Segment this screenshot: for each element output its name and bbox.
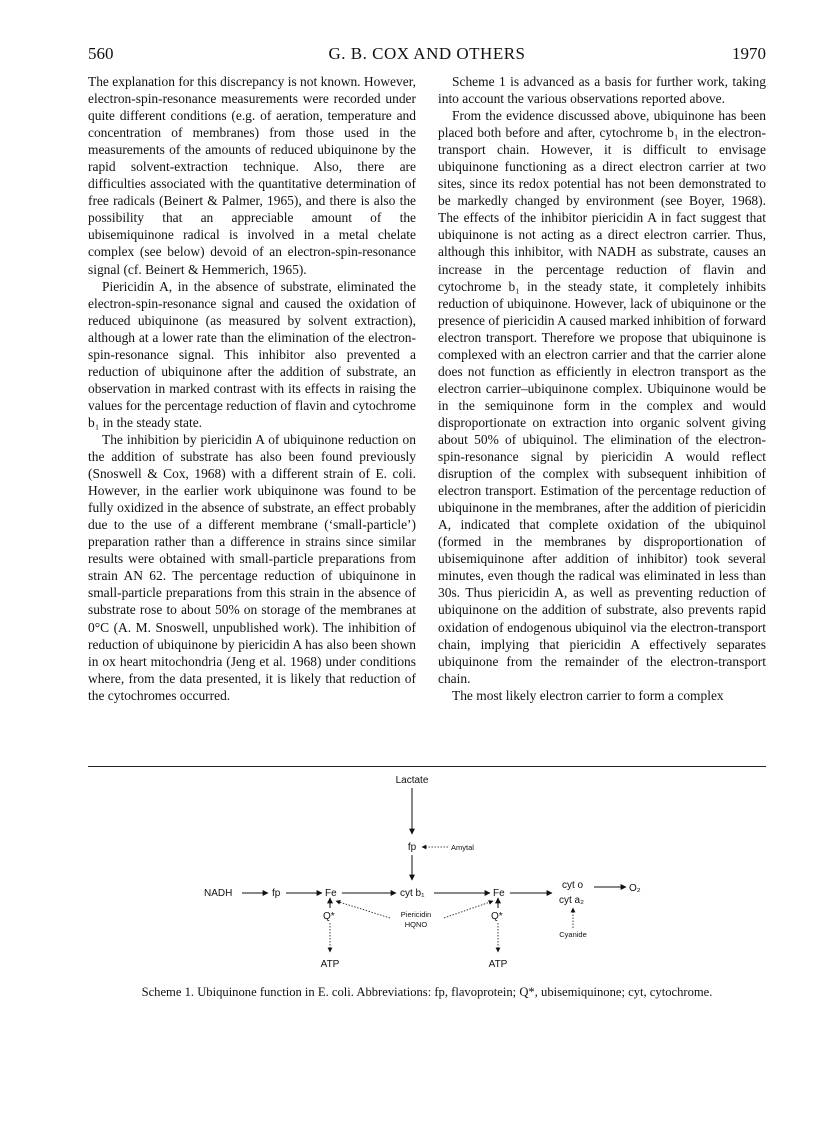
cyanide-label: Cyanide bbox=[559, 930, 587, 939]
hqno-label: HQNO bbox=[404, 920, 428, 929]
cyt-b1-label: cyt b₁ bbox=[400, 888, 425, 899]
amytal-label: Amytal bbox=[451, 843, 474, 852]
cyt-a2-label: cyt a₂ bbox=[559, 895, 584, 906]
fe-1-label: Fe bbox=[325, 888, 337, 899]
atp-2-label: ATP bbox=[488, 959, 508, 970]
running-head-authors: G. B. COX AND OTHERS bbox=[328, 44, 526, 63]
left-text-column bbox=[88, 73, 416, 704]
right-text-column bbox=[438, 73, 766, 704]
fp-top-label: fp bbox=[407, 842, 417, 853]
page-number: 560 bbox=[88, 44, 114, 63]
lactate-label: Lactate bbox=[395, 775, 429, 786]
piericidin-arrow-left bbox=[336, 901, 390, 918]
paragraph: From the evidence discussed above, ubiquinone has been placed both before and after, cytochrome b₁ in the electron-transport chain. However, it is difficult to envisage ubiquinone functioning as a direct electron carrier at two sites, since its redox potential has not been demonstrated to be markedly changed by environment (see Boyer, 1968). The effects of the inhibitor piericidin A in fact suggest that ubiquinone is not acting as a direct electron carrier. Thus, although this inhibitor, with NADH as substrate, causes an increase in the percentage reduction of flavin and cytochrome b₁ in the steady state, it completely inhibits reduction of ubiquinone. However, lack of ubiquinone or the presence of piericidin A caused marked inhibition of forward electron transport. Therefore we propose that ubiquinone is complexed with an electron carrier and that the carrier alone does not function as efficiently in electron transport as the electron carrier–ubiquinone complex. Ubiquinone would be in the semiquinone form in the complex and would disproportionate on extraction into organic solvent giving about 50% of ubiquinol. The elimination of the electron-spin-resonance signal by piericidin A would reflect disruption of the complex with subsequent inhibition of electron transport. Estimation of the percentage reduction of ubiquinone in the membranes, after the addition of piericidin A, indicated that complete oxidation of the ubiquinol (formed in the membranes by disproportionation of ubisemiquinone after addition of inhibitor) took several minutes, even though the radical was eliminated in less than 30s. Thus piericidin A, as well as preventing reduction of ubiquinone on the addition of substrate, also prevents rapid oxidation of endogenous ubiquinol via the electron-transport chain, implying that piericidin A effectively separates ubiquinone from the remainder of the electron-transport chain. bbox=[438, 108, 766, 686]
fe-2-label: Fe bbox=[493, 888, 505, 899]
caption-text: Ubiquinone function in E. coli. Abbreviations: fp, flavoprotein; Q*, ubisemiquinone; cyt, cytochrome. bbox=[197, 985, 713, 999]
caption-label: Scheme 1. bbox=[141, 985, 195, 999]
piericidin-arrow-right bbox=[444, 901, 493, 918]
running-head-year: 1970 bbox=[732, 44, 766, 63]
running-header bbox=[88, 44, 766, 68]
paragraph: The inhibition by piericidin A of ubiquinone reduction on the addition of substrate has also been found previously (Snoswell & Cox, 1968) with a different strain of E. coli. However, in the earlier work ubiquinone was found to be fully oxidized in the absence of substrate, an effect probably due to the use of a different membrane (‘small-particle’) preparation rather than a difference in strains since similar results were obtained with small-particle preparations from strain AN 62. The percentage reduction of ubiquinone in small-particle preparations from this strain in the absence of substrate rose to about 50% on storage of the membranes at 0°C (A. M. Snoswell, unpublished work). The inhibition of reduction of ubiquinone by piericidin A has also been shown in ox heart mitochondria (Jeng et al. 1968) under conditions where, from the data presented, it is likely that reduction of the cytochromes occurred. bbox=[88, 431, 416, 703]
fp-label: fp bbox=[272, 888, 281, 899]
figure-separator-rule bbox=[88, 766, 766, 767]
scheme-caption bbox=[112, 984, 742, 1000]
o2-label: O₂ bbox=[629, 883, 641, 894]
paragraph: Piericidin A, in the absence of substrate, eliminated the electron-spin-resonance signal and caused the oxidation of reduced ubiquinone (as measured by solvent extraction), although at a lower rate than the elimination of the electron-spin-resonance signal. This inhibitor also prevented a reduction of ubiquinone after the addition of substrate, an observation in marked contrast with its effects in raising the values for the percentage reduction of flavin and cytochrome b₁ in the steady state. bbox=[88, 278, 416, 430]
nadh-label: NADH bbox=[204, 888, 233, 899]
atp-1-label: ATP bbox=[320, 959, 340, 970]
paragraph: The most likely electron carrier to form a complex bbox=[452, 687, 724, 703]
paragraph: Scheme 1 is advanced as a basis for further work, taking into account the various observations reported above. bbox=[438, 74, 766, 107]
scheme-diagram bbox=[160, 770, 700, 980]
piericidin-label: Piericidin bbox=[400, 910, 432, 919]
paragraph: The explanation for this discrepancy is not known. However, electron-spin-resonance measurements were recorded under quite different conditions (e.g. of aeration, temperature and concentration of membranes) from those used in the measurements of the amounts of reduced ubiquinone by the rapid solvent-extraction technique. Also, there are difficulties associated with the quantitative determination of free radicals (Beinert & Palmer, 1965), and there is also the possibility that an appreciable amount of the ubisemiquinone radical is involved in a metal chelate complex (see below) devoid of an electron-spin-resonance signal (cf. Beinert & Hemmerich, 1965). bbox=[88, 74, 416, 277]
cyt-o-label: cyt o bbox=[562, 880, 584, 891]
q-star-2-label: Q* bbox=[491, 911, 503, 922]
q-star-1-label: Q* bbox=[323, 911, 335, 922]
